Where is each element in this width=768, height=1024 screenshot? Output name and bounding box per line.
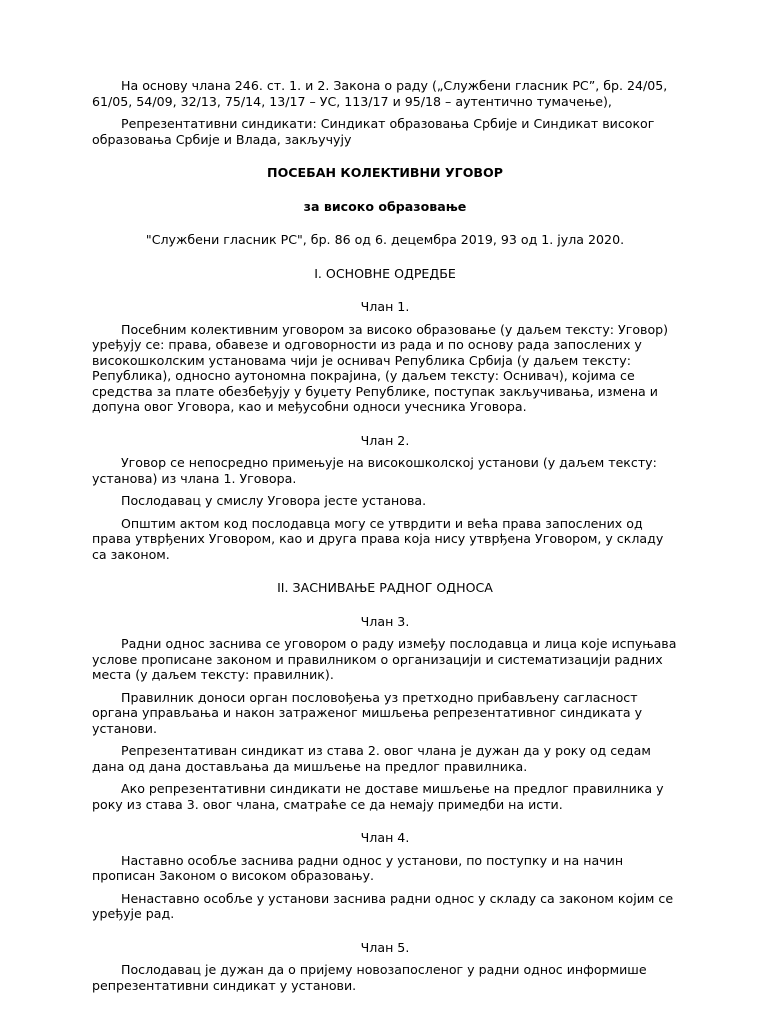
document-page [92,78,678,1000]
document-title: ПОСЕБАН КОЛЕКТИВНИ УГОВОР [267,165,503,180]
article-2-title: Члан 2. [360,432,410,448]
article-5-title: Члан 5. [360,939,410,955]
article-1-paragraph: Посебним колективним уговором за високо образовање (у даљем тексту: Уговор) уређују се: права, обавезе и одговорности из рада и по основу рада запослених у високошколским установама чији је оснивач Република Србија (у даљем тексту: Република), односно аутономна покрајина, (у даљем тексту: Оснивач), којима се средства за плате обезбеђују у буџету Републике, поступак закључивања, измена и допуна овог Уговора, као и међусобни односи учесника Уговора. [92,321,669,414]
article-2-paragraph: Послодавац у смислу Уговора јесте установа. [121,493,427,508]
article-4-title: Члан 4. [360,830,410,845]
article-4-paragraph: Ненаставно особље у установи заснива радни однос у складу са законом којим се уређује рад. [92,890,674,921]
article-1-title: Члан 1. [360,299,410,314]
article-4-paragraph: Наставно особље заснива радни однос у установи, по поступку и на начин прописан Законом о високом образовању. [92,852,624,883]
article-2-paragraph: Општим актом код послодавца могу се утврдити и већа права запослених од права утврђених Уговором, као и друга права која нису утврђена Уговором, у складу са законом. [92,515,664,562]
article-3-title: Члан 3. [360,613,410,629]
article-2-paragraph: Уговор се непосредно примењује на високошколској установи (у даљем тексту: установа) из члана 1. Уговора. [92,455,657,486]
article-3-paragraph: Правилник доноси орган пословођења уз претходно прибављену сагласност органа управљања и након затраженог мишљења репрезентативног синдиката у установи. [92,689,643,736]
article-3-paragraph: Ако репрезентативни синдикати не доставе мишљење на предлог правилника у року из става 3. овог члана, сматраће се да немају примедби на исти. [92,781,664,812]
section-heading-1: I. ОСНОВНЕ ОДРЕДБЕ [314,265,456,281]
intro-parties: Репрезентативни синдикати: Синдикат образовања Србије и Синдикат високог образовања Србије и Влада, закључују [92,116,655,147]
article-5-paragraph: Послодавац је дужан да о пријему новозапосленог у радни однос информише репрезентативни синдикат у установи. [92,962,647,993]
article-3-paragraph: Радни однос заснива се уговором о раду између послодавца и лица које испуњава услове прописане законом и правилником о организацији и систематизацији радних места (у даљем тексту: правилник). [92,636,677,682]
document-subtitle: за високо образовање [303,198,467,214]
gazette-reference: "Службени гласник РС", бр. 86 од 6. децембра 2019, 93 од 1. јула 2020. [145,232,625,247]
article-3-paragraph: Репрезентативан синдикат из става 2. овог члана је дужан да у року од седам дана од дана достављања да мишљење на предлог правилника. [92,743,651,774]
section-heading-2: II. ЗАСНИВАЊЕ РАДНОГ ОДНОСА [277,580,493,595]
intro-legal-basis: На основу члана 246. ст. 1. и 2. Закона о раду („Службени гласник РС”, бр. 24/05, 61/05, 54/09, 32/13, 75/14, 13/17 – УС, 113/17 и 95/18 – аутентично тумачење), [92,78,668,109]
